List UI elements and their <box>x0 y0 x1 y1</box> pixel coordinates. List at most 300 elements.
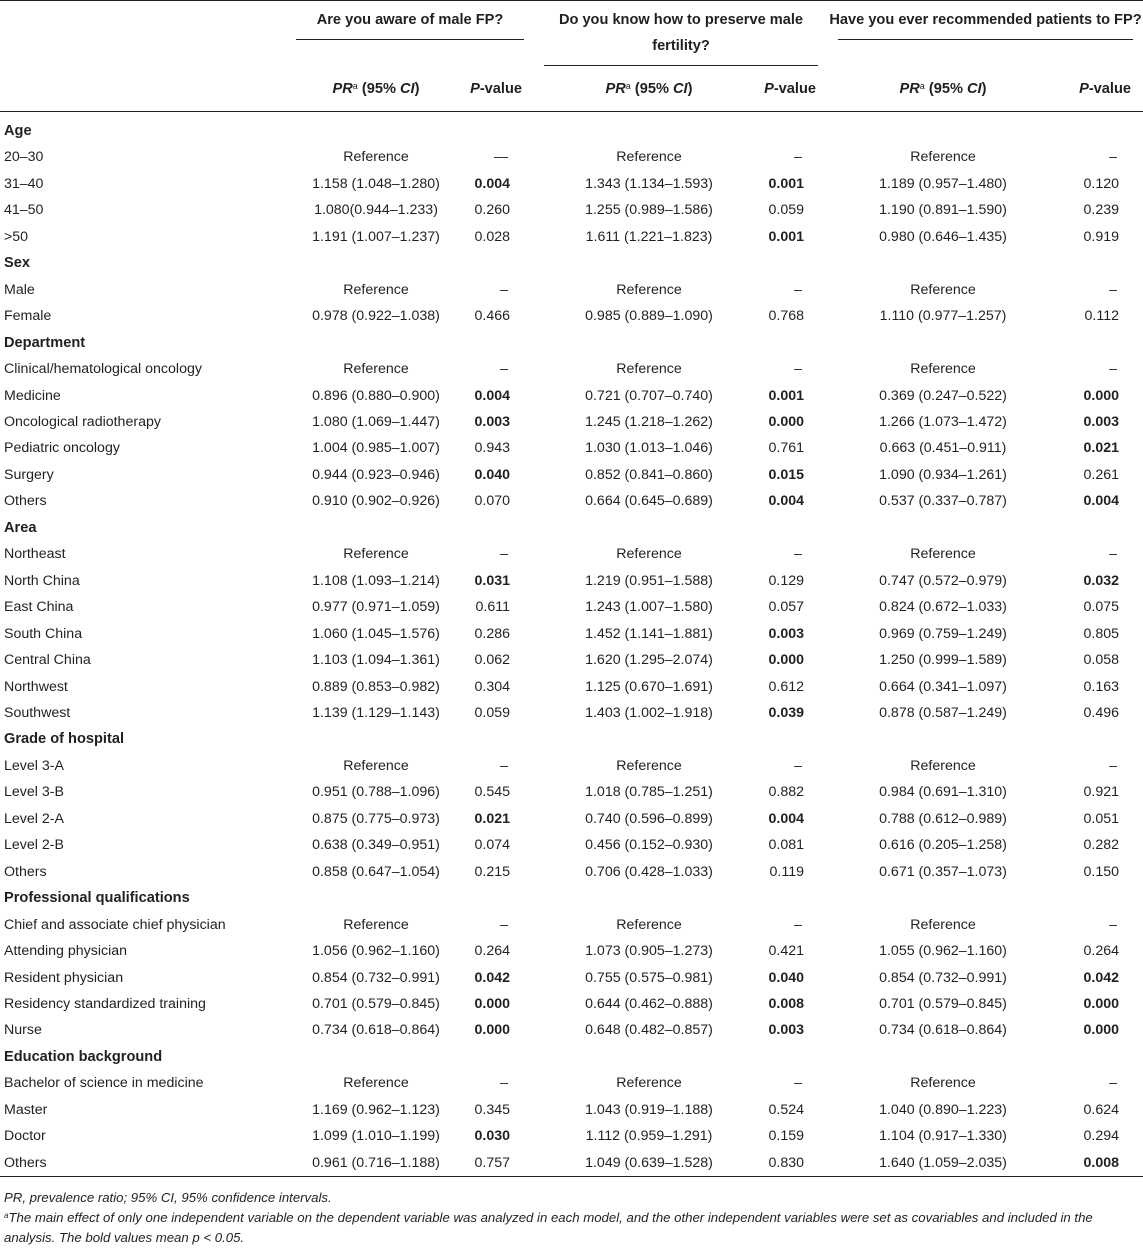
section-title: Professional qualifications <box>4 890 190 907</box>
p-value-cell: – <box>500 1075 508 1092</box>
p-value-cell: 0.001 <box>768 228 804 245</box>
table-row <box>0 594 1143 620</box>
p-value-cell: 0.000 <box>768 413 804 430</box>
pr-ci-cell: 1.004 (0.985–1.007) <box>312 440 440 457</box>
table-row <box>0 409 1143 435</box>
pr-ci-cell: 0.747 (0.572–0.979) <box>879 572 1007 589</box>
pr-ci-cell: 1.060 (1.045–1.576) <box>312 625 440 642</box>
row-label: Others <box>4 1154 47 1171</box>
p-value-cell: 0.150 <box>1083 863 1119 880</box>
table-row <box>0 700 1143 726</box>
pr-ci-cell: 1.343 (1.134–1.593) <box>585 175 713 192</box>
pr-ci-cell: Reference <box>910 361 976 378</box>
pr-label-mid: (95% <box>630 81 673 97</box>
p-value-cell: 0.004 <box>768 493 804 510</box>
p-value-cell: – <box>794 361 802 378</box>
row-label: Central China <box>4 652 91 669</box>
pr-ci-cell: 1.158 (1.048–1.280) <box>312 175 440 192</box>
pr-ci-cell: 0.456 (0.152–0.930) <box>585 837 713 854</box>
pr-ci-cell: 1.266 (1.073–1.472) <box>879 413 1007 430</box>
p-value-cell: 0.051 <box>1083 810 1119 827</box>
p-value-cell: 0.081 <box>768 837 804 854</box>
group-header-row <box>0 7 1143 67</box>
section-row <box>0 885 1143 911</box>
p-value-cell: — <box>493 149 508 166</box>
p-value-cell: 0.882 <box>768 784 804 801</box>
pr-ci-cell: Reference <box>910 546 976 563</box>
p-value-cell: 0.421 <box>768 943 804 960</box>
table-row <box>0 674 1143 700</box>
pr-footnote-marker: a <box>919 81 925 91</box>
pr-ci-header <box>828 67 1038 112</box>
table-row <box>0 1123 1143 1149</box>
pr-ci-cell: 1.190 (0.891–1.590) <box>879 202 1007 219</box>
row-label: Surgery <box>4 466 54 483</box>
pr-ci-cell: Reference <box>910 916 976 933</box>
pr-ci-cell: 1.245 (1.218–1.262) <box>585 413 713 430</box>
table-row <box>0 991 1143 1017</box>
pr-ci-header <box>286 67 446 112</box>
pr-ci-cell: 1.055 (0.962–1.160) <box>879 943 1007 960</box>
row-label: Pediatric oncology <box>4 440 120 457</box>
pr-ci-cell: Reference <box>910 757 976 774</box>
p-value-cell: – <box>1109 916 1117 933</box>
row-label: Northeast <box>4 546 66 563</box>
row-label: Bachelor of science in medicine <box>4 1075 204 1092</box>
p-value-cell: 0.612 <box>768 678 804 695</box>
p-value-cell: 0.062 <box>474 652 510 669</box>
p-value-cell: 0.163 <box>1083 678 1119 695</box>
row-label: Level 3-B <box>4 784 64 801</box>
p-value-cell: 0.545 <box>474 784 510 801</box>
p-value-cell: 0.264 <box>1083 943 1119 960</box>
p-value-cell: – <box>500 361 508 378</box>
group-header-recommended-rule <box>838 39 1133 40</box>
pr-ci-cell: 0.721 (0.707–0.740) <box>585 387 713 404</box>
pr-ci-cell: 0.889 (0.853–0.982) <box>312 678 440 695</box>
table-row <box>0 171 1143 197</box>
p-value-cell: 0.001 <box>768 387 804 404</box>
p-value-cell: 0.282 <box>1083 837 1119 854</box>
pr-ci-cell: 0.875 (0.775–0.973) <box>312 810 440 827</box>
row-label: North China <box>4 572 80 589</box>
p-value-cell: 0.004 <box>474 387 510 404</box>
p-value-cell: – <box>794 281 802 298</box>
p-value-cell: – <box>794 757 802 774</box>
row-label: Southwest <box>4 704 71 721</box>
pr-ci-cell: 1.189 (0.957–1.480) <box>879 175 1007 192</box>
pr-ci-cell: 1.452 (1.141–1.881) <box>585 625 713 642</box>
row-label: Oncological radiotherapy <box>4 413 161 430</box>
p-value-cell: 0.058 <box>1083 652 1119 669</box>
p-value-cell: – <box>794 546 802 563</box>
p-value-cell: – <box>1109 149 1117 166</box>
table-row <box>0 938 1143 964</box>
p-value-cell: 0.129 <box>768 572 804 589</box>
pr-ci-cell: 0.788 (0.612–0.989) <box>879 810 1007 827</box>
pr-abbrev: PR <box>605 81 626 97</box>
section-row <box>0 330 1143 356</box>
pr-ci-cell: 1.250 (0.999–1.589) <box>879 652 1007 669</box>
table-row <box>0 647 1143 673</box>
p-value-cell: 0.028 <box>474 228 510 245</box>
pr-abbrev: PR <box>899 81 920 97</box>
p-value-cell: 0.031 <box>474 572 510 589</box>
pr-ci-cell: 0.671 (0.357–1.073) <box>879 863 1007 880</box>
p-value-cell: 0.039 <box>768 704 804 721</box>
p-value-cell: 0.943 <box>474 440 510 457</box>
pr-ci-cell: 0.701 (0.579–0.845) <box>879 995 1007 1012</box>
row-label: Residency standardized training <box>4 995 206 1012</box>
pr-ci-cell: Reference <box>910 1075 976 1092</box>
group-header-recommended-label: Have you ever recommended patients to FP? <box>829 12 1142 28</box>
pr-ci-cell: 1.169 (0.962–1.123) <box>312 1101 440 1118</box>
pr-ci-header <box>534 67 744 112</box>
p-value-cell: – <box>794 149 802 166</box>
pr-ci-cell: 0.701 (0.579–0.845) <box>312 995 440 1012</box>
pr-label-post: ) <box>687 81 693 97</box>
row-label: Resident physician <box>4 969 124 986</box>
table-row <box>0 912 1143 938</box>
pr-label-post: ) <box>414 81 420 97</box>
sub-header-row <box>0 67 1143 112</box>
p-value-cell: 0.805 <box>1083 625 1119 642</box>
p-value-cell: 0.286 <box>474 625 510 642</box>
row-label: Female <box>4 308 52 325</box>
pr-ci-cell: 0.854 (0.732–0.991) <box>312 969 440 986</box>
table-row <box>0 753 1143 779</box>
p-value-cell: 0.264 <box>474 943 510 960</box>
table-footnotes <box>4 1188 1140 1248</box>
p-value-cell: 0.757 <box>474 1154 510 1171</box>
pr-ci-cell: 0.824 (0.672–1.033) <box>879 599 1007 616</box>
pr-ci-cell: 0.854 (0.732–0.991) <box>879 969 1007 986</box>
footnote-marker: a <box>4 1211 9 1220</box>
table-row <box>0 435 1143 461</box>
pr-ci-cell: Reference <box>343 757 409 774</box>
table-row <box>0 462 1143 488</box>
pr-footnote-marker: a <box>352 81 358 91</box>
bottom-rule <box>0 1177 1143 1182</box>
table-row <box>0 541 1143 567</box>
section-row <box>0 118 1143 144</box>
pr-ci-cell: 1.080 (1.069–1.447) <box>312 413 440 430</box>
table-row <box>0 277 1143 303</box>
table-row <box>0 144 1143 170</box>
pr-ci-cell: 1.080(0.944–1.233) <box>314 202 438 219</box>
p-value-cell: 0.919 <box>1083 228 1119 245</box>
table-row <box>0 197 1143 223</box>
pr-ci-cell: 1.040 (0.890–1.223) <box>879 1101 1007 1118</box>
pr-ci-cell: 1.056 (0.962–1.160) <box>312 943 440 960</box>
pr-ci-cell: 1.099 (1.010–1.199) <box>312 1128 440 1145</box>
pr-ci-cell: Reference <box>910 281 976 298</box>
p-value-header <box>1038 67 1143 112</box>
pr-ci-cell: 0.961 (0.716–1.188) <box>312 1154 440 1171</box>
p-value-cell: 0.524 <box>768 1101 804 1118</box>
table-header <box>0 1 1143 119</box>
row-label: Level 3-A <box>4 757 64 774</box>
p-value-cell: 0.008 <box>768 995 804 1012</box>
section-title: Area <box>4 519 37 536</box>
p-value-cell: 0.021 <box>474 810 510 827</box>
section-row <box>0 515 1143 541</box>
p-value-cell: 0.021 <box>1083 440 1119 457</box>
pr-ci-cell: 0.985 (0.889–1.090) <box>585 308 713 325</box>
row-label: East China <box>4 599 74 616</box>
row-label: South China <box>4 625 83 642</box>
row-label: Doctor <box>4 1128 46 1145</box>
pr-ci-cell: Reference <box>616 281 682 298</box>
pr-label-mid: (95% <box>357 81 400 97</box>
pr-ci-cell: 1.104 (0.917–1.330) <box>879 1128 1007 1145</box>
row-label: >50 <box>4 228 29 245</box>
pr-label-mid: (95% <box>924 81 967 97</box>
pr-ci-cell: 1.125 (0.670–1.691) <box>585 678 713 695</box>
p-value-cell: 0.003 <box>768 625 804 642</box>
row-label: Clinical/hematological oncology <box>4 361 202 378</box>
p-value-cell: 0.003 <box>768 1022 804 1039</box>
pr-ci-cell: 0.616 (0.205–1.258) <box>879 837 1007 854</box>
section-title: Education background <box>4 1048 163 1065</box>
pr-ci-cell: 0.537 (0.337–0.787) <box>879 493 1007 510</box>
p-value-cell: – <box>1109 757 1117 774</box>
row-label: Male <box>4 281 35 298</box>
p-label-rest: -value <box>773 81 816 97</box>
p-value-cell: 0.075 <box>1083 599 1119 616</box>
p-value-cell: 0.768 <box>768 308 804 325</box>
p-label-rest: -value <box>479 81 522 97</box>
row-label: Level 2-B <box>4 837 64 854</box>
pr-ci-cell: Reference <box>616 546 682 563</box>
table-row <box>0 303 1143 329</box>
pr-ci-cell: 0.369 (0.247–0.522) <box>879 387 1007 404</box>
table-row <box>0 1017 1143 1043</box>
p-value-cell: 0.159 <box>768 1128 804 1145</box>
p-value-cell: 0.215 <box>474 863 510 880</box>
p-value-cell: 0.030 <box>474 1128 510 1145</box>
pr-ci-cell: 1.112 (0.959–1.291) <box>585 1128 713 1145</box>
pr-ci-cell: 0.734 (0.618–0.864) <box>312 1022 440 1039</box>
table-row <box>0 859 1143 885</box>
p-italic: P <box>764 81 774 97</box>
pr-label-post: ) <box>981 81 987 97</box>
row-label: Level 2-A <box>4 810 64 827</box>
p-value-cell: 0.042 <box>474 969 510 986</box>
pr-ci-cell: 1.403 (1.002–1.918) <box>585 704 713 721</box>
pr-ci-cell: 0.978 (0.922–1.038) <box>312 308 440 325</box>
table-row <box>0 621 1143 647</box>
pr-ci-cell: 0.755 (0.575–0.981) <box>585 969 713 986</box>
group-header-aware <box>286 7 534 67</box>
p-value-cell: 0.261 <box>1083 466 1119 483</box>
pr-ci-cell: Reference <box>616 149 682 166</box>
pr-ci-cell: 1.049 (0.639–1.528) <box>585 1154 713 1171</box>
pr-ci-cell: 1.030 (1.013–1.046) <box>585 440 713 457</box>
pr-ci-cell: 1.243 (1.007–1.580) <box>585 599 713 616</box>
p-value-cell: 0.304 <box>474 678 510 695</box>
pr-ci-cell: 1.018 (0.785–1.251) <box>585 784 713 801</box>
p-value-cell: 0.004 <box>768 810 804 827</box>
pr-ci-cell: 1.611 (1.221–1.823) <box>585 228 713 245</box>
p-value-cell: 0.003 <box>1083 413 1119 430</box>
pr-ci-cell: Reference <box>343 546 409 563</box>
table-row <box>0 356 1143 382</box>
p-value-cell: 0.015 <box>768 466 804 483</box>
table-row <box>0 568 1143 594</box>
p-value-cell: 0.345 <box>474 1101 510 1118</box>
p-value-cell: – <box>500 757 508 774</box>
pr-ci-cell: 0.638 (0.349–0.951) <box>312 837 440 854</box>
pr-ci-cell: 1.108 (1.093–1.214) <box>312 572 440 589</box>
pr-ci-cell: 1.191 (1.007–1.237) <box>312 228 440 245</box>
p-value-cell: 0.260 <box>474 202 510 219</box>
ci-abbrev: CI <box>967 81 982 97</box>
table-row <box>0 488 1143 514</box>
row-label: Others <box>4 493 47 510</box>
p-value-cell: 0.624 <box>1083 1101 1119 1118</box>
section-title: Age <box>4 123 32 139</box>
p-value-cell: 0.001 <box>768 175 804 192</box>
p-value-cell: 0.830 <box>768 1154 804 1171</box>
section-title: Sex <box>4 255 30 272</box>
row-label: 31–40 <box>4 175 44 192</box>
pr-ci-cell: 0.852 (0.841–0.860) <box>585 466 713 483</box>
p-value-cell: 0.120 <box>1083 175 1119 192</box>
pr-ci-cell: 0.969 (0.759–1.249) <box>879 625 1007 642</box>
p-value-cell: 0.059 <box>474 704 510 721</box>
pr-ci-cell: 1.255 (0.989–1.586) <box>585 202 713 219</box>
group-header-aware-rule <box>296 39 524 40</box>
pr-ci-cell: 0.740 (0.596–0.899) <box>585 810 713 827</box>
pr-ci-cell: 0.878 (0.587–1.249) <box>879 704 1007 721</box>
p-value-cell: – <box>1109 281 1117 298</box>
pr-ci-cell: 0.910 (0.902–0.926) <box>312 493 440 510</box>
p-label-rest: -value <box>1088 81 1131 97</box>
header-empty-cell <box>0 7 286 67</box>
p-value-cell: 0.112 <box>1084 308 1119 325</box>
row-label: Master <box>4 1101 48 1118</box>
footnote-model-text: The main effect of only one independent variable on the dependent variable was analyzed in each model, and the other independent variables were set as covariables and included in the analysis. The bold values mean p < 0.05. <box>4 1210 1093 1245</box>
p-value-cell: – <box>1109 361 1117 378</box>
p-value-cell: – <box>794 916 802 933</box>
pr-ci-cell: 1.110 (0.977–1.257) <box>879 308 1007 325</box>
p-value-cell: 0.070 <box>474 493 510 510</box>
pr-ci-cell: 1.620 (1.295–2.074) <box>585 652 713 669</box>
pr-ci-cell: 0.984 (0.691–1.310) <box>879 784 1007 801</box>
pr-ci-cell: Reference <box>616 757 682 774</box>
footnote-abbreviations: PR, prevalence ratio; 95% CI, 95% confidence intervals. <box>4 1190 332 1205</box>
p-value-cell: 0.008 <box>1083 1154 1119 1171</box>
p-value-cell: – <box>1109 1075 1117 1092</box>
pr-ci-cell: Reference <box>616 1075 682 1092</box>
ci-abbrev: CI <box>673 81 688 97</box>
p-value-cell: 0.042 <box>1083 969 1119 986</box>
p-value-cell: 0.040 <box>474 466 510 483</box>
p-value-cell: – <box>500 546 508 563</box>
pr-ci-cell: 0.664 (0.341–1.097) <box>879 678 1007 695</box>
p-value-cell: 0.004 <box>1083 493 1119 510</box>
table-row <box>0 383 1143 409</box>
table-row <box>0 224 1143 250</box>
p-value-cell: – <box>794 1075 802 1092</box>
pr-ci-cell: Reference <box>343 361 409 378</box>
row-label: Others <box>4 863 47 880</box>
row-label: Medicine <box>4 387 61 404</box>
group-header-aware-label: Are you aware of male FP? <box>316 12 504 28</box>
p-value-header <box>446 67 534 112</box>
pr-ci-cell: 0.663 (0.451–0.911) <box>879 440 1007 457</box>
pr-ci-cell: 0.951 (0.788–1.096) <box>312 784 440 801</box>
p-value-cell: 0.921 <box>1083 784 1119 801</box>
pr-ci-cell: 1.139 (1.129–1.143) <box>312 704 440 721</box>
p-value-cell: 0.000 <box>1083 995 1119 1012</box>
group-header-preserve-rule <box>544 65 818 66</box>
p-value-cell: 0.761 <box>768 440 804 457</box>
pr-ci-cell: 0.734 (0.618–0.864) <box>879 1022 1007 1039</box>
p-value-cell: – <box>500 916 508 933</box>
section-row <box>0 1044 1143 1070</box>
pr-ci-cell: Reference <box>343 149 409 166</box>
section-row <box>0 250 1143 276</box>
group-header-preserve-label: Do you know how to preserve male fertility? <box>558 12 804 54</box>
table-body <box>0 118 1143 1177</box>
p-value-cell: 0.000 <box>474 1022 510 1039</box>
pr-ci-cell: 0.858 (0.647–1.054) <box>312 863 440 880</box>
pr-ci-cell: Reference <box>343 281 409 298</box>
pr-ci-cell: 1.090 (0.934–1.261) <box>879 466 1007 483</box>
p-italic: P <box>1079 81 1089 97</box>
pr-ci-cell: Reference <box>910 149 976 166</box>
section-title: Grade of hospital <box>4 731 125 748</box>
table-row <box>0 779 1143 805</box>
row-label: 20–30 <box>4 149 44 166</box>
row-label: 41–50 <box>4 202 44 219</box>
p-value-cell: 0.004 <box>474 175 510 192</box>
table-row <box>0 1150 1143 1177</box>
p-value-cell: 0.000 <box>474 995 510 1012</box>
p-value-cell: 0.000 <box>1083 1022 1119 1039</box>
pr-ci-cell: 1.043 (0.919–1.188) <box>585 1101 713 1118</box>
pr-ci-cell: 1.219 (0.951–1.588) <box>585 572 713 589</box>
footnote-model-note <box>4 1208 1140 1248</box>
row-label: Attending physician <box>4 943 128 960</box>
pr-ci-cell: 0.896 (0.880–0.900) <box>312 387 440 404</box>
pr-ci-cell: Reference <box>616 361 682 378</box>
p-value-cell: 0.000 <box>1083 387 1119 404</box>
p-value-cell: 0.040 <box>768 969 804 986</box>
pr-ci-cell: 1.073 (0.905–1.273) <box>585 943 713 960</box>
p-value-cell: 0.466 <box>474 308 510 325</box>
pr-ci-cell: 1.640 (1.059–2.035) <box>879 1154 1007 1171</box>
pr-ci-cell: 0.977 (0.971–1.059) <box>312 599 440 616</box>
row-label: Nurse <box>4 1022 42 1039</box>
pr-ci-cell: 0.706 (0.428–1.033) <box>585 863 713 880</box>
ci-abbrev: CI <box>400 81 415 97</box>
p-value-cell: 0.032 <box>1083 572 1119 589</box>
section-row <box>0 726 1143 752</box>
table-row <box>0 806 1143 832</box>
group-header-preserve <box>534 7 828 67</box>
sub-header-empty-cell <box>0 67 286 112</box>
p-italic: P <box>470 81 480 97</box>
pr-ci-cell: Reference <box>343 1075 409 1092</box>
pr-ci-cell: 0.648 (0.482–0.857) <box>585 1022 713 1039</box>
pr-ci-cell: 0.664 (0.645–0.689) <box>585 493 713 510</box>
p-value-cell: 0.496 <box>1083 704 1119 721</box>
p-value-header <box>744 67 828 112</box>
p-value-cell: 0.074 <box>474 837 510 854</box>
